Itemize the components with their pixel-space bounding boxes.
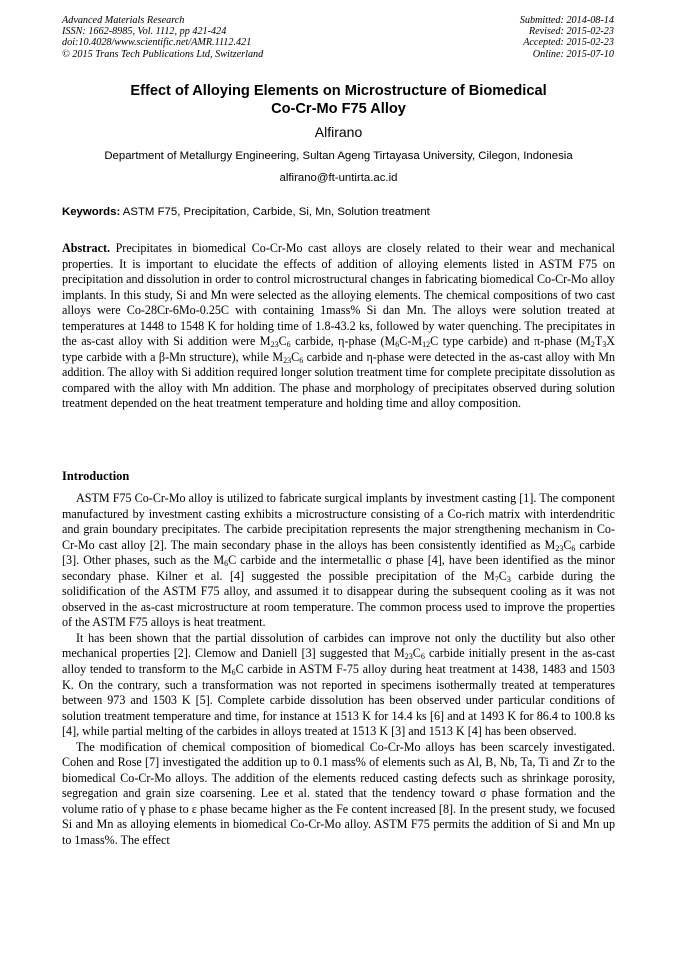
abstract-text: C — [278, 334, 287, 349]
introduction-body — [62, 491, 615, 849]
subscript: 6 — [224, 559, 229, 569]
abstract-text: C-M — [399, 334, 423, 349]
subscript: 6 — [299, 355, 304, 365]
abstract-text: Precipitates in biomedical Co-Cr-Mo cast alloys are closely related to their wear and mechanical properties. It is important to elucidate the effects of addition of alloying elements listed in ASTM F75 on precipitation and dissolution in order to control microstructural changes in fabricating biomedical Co-Cr-Mo alloy implants. In this study, Si and Mn were selected as the alloying elements. The chemical compositions of two cast alloys were Co-28Cr-6Mo-0.25C with containing 1mass% Si dan Mn. The alloys were solution treated at temperatures at 1448 to 1548 K for holding time of 1.8-43.2 ks, followed by water quenching. The precipitates in the as-cast alloy with Si addition were M — [62, 241, 615, 349]
paper-title — [62, 82, 615, 118]
subscript: 7 — [494, 574, 499, 584]
subscript: 6 — [571, 543, 576, 553]
abstract-text: X type carbide with a β-Mn structure), while M — [62, 334, 615, 364]
paragraph-text: C — [563, 537, 572, 552]
keywords-label: Keywords: — [62, 206, 121, 218]
keywords-text: ASTM F75, Precipitation, Carbide, Si, Mn, Solution treatment — [122, 206, 430, 218]
abstract-text: C — [291, 349, 300, 364]
journal-header-left — [62, 15, 263, 60]
paragraph-text: C — [412, 646, 421, 661]
subscript: 6 — [286, 340, 291, 350]
journal-name: Advanced Materials Research — [62, 15, 185, 26]
journal-doi: doi:10.4028/www.scientific.net/AMR.1112.421 — [62, 37, 252, 49]
subscript: 6 — [231, 668, 236, 678]
paragraph-text: C — [498, 568, 507, 583]
subscript: 6 — [395, 340, 400, 350]
paragraph-text: It has been shown that the partial dissolution of carbides can improve not only the ductility but also other mechanical properties [2]. Clemow and Daniell [3] suggested that M — [62, 630, 615, 661]
journal-header-right — [520, 15, 614, 60]
paragraph-text: carbide [3]. Other phases, such as the M — [62, 537, 615, 568]
title-line-2: Co-Cr-Mo F75 Alloy — [271, 101, 406, 117]
author-name: Alfirano — [314, 124, 363, 140]
author-email: alfirano@ft-untirta.ac.id — [279, 172, 398, 184]
abstract — [62, 241, 615, 412]
subscript: 3 — [506, 574, 511, 584]
abstract-label: Abstract. — [62, 241, 111, 255]
paragraph-text: C carbide in ASTM F-75 alloy during heat treatment at 1438, 1483 and 1503 K. On the contrary, such a transformation was not reported in specimens isothermally treated at temperatures between 973 and 1503 K [5]. Complete carbide dissolution has been observed under particular conditions of solution treatment temperature and time, for instance at 1513 K for 14.4 ks [6] and at 1493 K for 86.4 to 100.8 ks [4], while partial melting of the carbides in alloys treated at 1513 K [3] and 1513 K [4] has been observed. — [62, 662, 616, 739]
subscript: 23 — [283, 355, 292, 365]
subscript: 23 — [555, 543, 564, 553]
intro-paragraph-3: The modification of chemical composition of biomedical Co-Cr-Mo alloys has been scarcely investigated. Cohen and Rose [7] investigated the addition up to 0.1 mass% of elements such as Al, B, Nb, Ta, Ti and Zr to the biomedical Co-Cr-Mo alloys. The addition of the elements reduced casting defects such as shrinkage porosity, segregation and grain size coarsening. Lee et al. stated that the tendency toward σ phase formation and the volume ratio of γ phase to ε phase became higher as the Fe content increased [8]. In the present study, we focused Si and Mn as alloying elements in biomedical Co-Cr-Mo alloy. ASTM F75 permits the addition of Si and Mn up to 1mass%. The effect — [62, 739, 615, 848]
abstract-text: T — [594, 334, 603, 349]
subscript: 3 — [602, 340, 607, 350]
journal-issn: ISSN: 1662-8985, Vol. 1112, pp 421-424 — [62, 26, 227, 38]
abstract-text: carbide and η-phase were detected in the as-cast alloy with Mn addition. The alloy with Si addition required longer solution treatment time for complete precipitate dissolution as compared with the alloy with Mn addition. The phase and morphology of precipitates observed during solution treatment depended on the heat treatment temperature and holding time and alloy composition. — [62, 349, 616, 411]
title-line-1: Effect of Alloying Elements on Microstructure of Biomedical — [130, 83, 547, 99]
section-heading-introduction: Introduction — [62, 469, 130, 483]
journal-copyright: © 2015 Trans Tech Publications Ltd, Switzerland — [62, 48, 264, 60]
subscript: 23 — [270, 340, 279, 350]
accepted-date: Accepted: 2015-02-23 — [523, 37, 614, 49]
paragraph-text: ASTM F75 Co-Cr-Mo alloy is utilized to fabricate surgical implants by investment casting [1]. The component manufactured by investment casting exhibits a microstructure consisting of a Co-rich matrix with interdendritic and grain boundary precipitates. The carbide precipitation represents the major strengthening mechanism in Co-Cr-Mo cast alloy [2]. The main secondary phase in the alloys has been consistently identified as M — [62, 491, 615, 552]
revised-date: Revised: 2015-02-23 — [528, 26, 614, 38]
paragraph-text: carbide during the solidification of the ASTM F75 alloy, and assumed it to disappear during the subsequent cooling as it was not observed in the as-cast microstructure at room temperature. The common process used to improve the properties of the ASTM F75 alloys is heat treatment. — [62, 568, 615, 630]
intro-paragraph-1 — [62, 491, 615, 631]
keywords — [62, 205, 615, 220]
subscript: 2 — [590, 340, 595, 350]
paragraph-text: C carbide and the intermetallic σ phase [4], have been identified as the minor secondary phase. Kilner et al. [4] suggested the possible precipitation of the M — [62, 553, 615, 583]
abstract-text: C type carbide) and π-phase (M — [430, 334, 591, 349]
paragraph-text: carbide initially present in the as-cast alloy tended to transform to the M — [62, 646, 615, 677]
subscript: 6 — [420, 652, 425, 662]
author-affiliation: Department of Metallurgy Engineering, Sultan Ageng Tirtayasa University, Cilegon, Indonesia — [104, 150, 573, 162]
intro-paragraph-2 — [62, 631, 615, 740]
subscript: 12 — [422, 340, 431, 350]
submitted-date: Submitted: 2014-08-14 — [519, 15, 614, 26]
online-date: Online: 2015-07-10 — [532, 48, 614, 60]
subscript: 23 — [404, 652, 413, 662]
abstract-text: carbide, η-phase (M — [290, 334, 396, 349]
